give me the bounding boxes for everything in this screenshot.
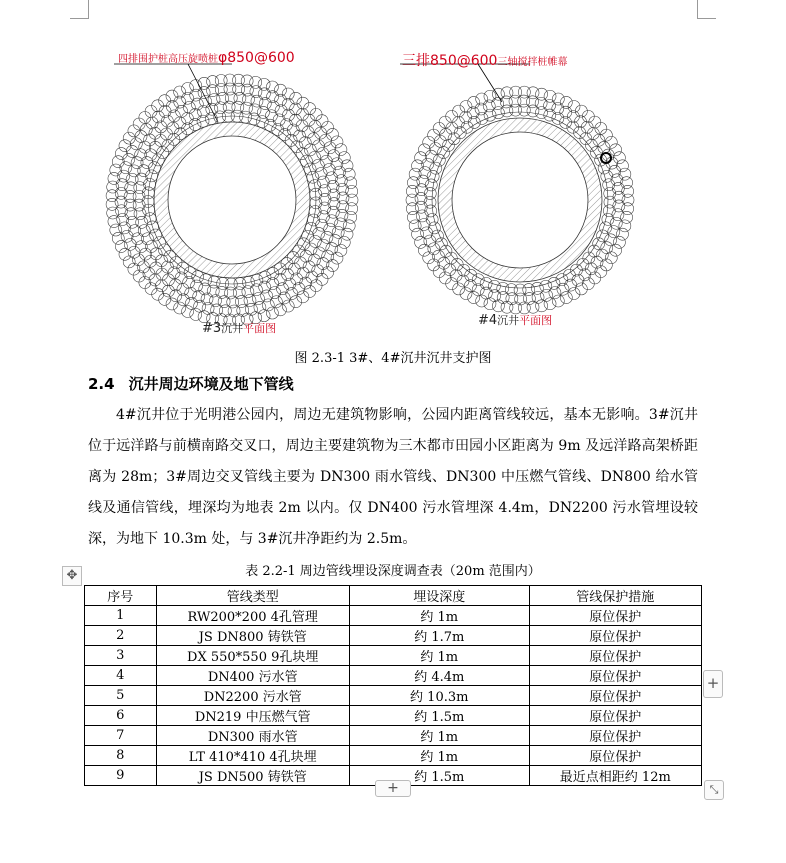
table-cell[interactable]: DN2200 污水管 [156, 686, 349, 706]
add-column-button[interactable]: + [703, 670, 723, 698]
table-cell[interactable]: 5 [85, 686, 157, 706]
table-cell[interactable]: 8 [85, 746, 157, 766]
table-cell[interactable]: 原位保护 [529, 726, 701, 746]
table-cell[interactable]: 约 1.5m [349, 706, 529, 726]
table-cell[interactable]: 原位保护 [529, 706, 701, 726]
shaft-support-figure [100, 40, 700, 340]
table-cell[interactable]: 约 4.4m [349, 666, 529, 686]
header-cell: 序号 [85, 586, 157, 606]
well-4-plan [406, 86, 634, 314]
table-row [85, 726, 702, 746]
table-row [85, 606, 702, 626]
table-title: 表 2.2-1 周边管线埋设深度调查表（20m 范围内） [245, 564, 541, 579]
table-cell[interactable]: DN219 中压燃气管 [156, 706, 349, 726]
figure-caption: 图 2.3-1 3#、4#沉井沉井支护图 [294, 351, 492, 366]
pile-label-right: 三排850@600三轴搅拌桩帷幕 [402, 53, 568, 69]
table-cell[interactable]: 原位保护 [529, 646, 701, 666]
table-cell[interactable]: RW200*200 4孔管理 [156, 606, 349, 626]
crop-mark-top-left [88, 0, 90, 18]
header-cell: 埋设深度 [349, 586, 529, 606]
table-cell[interactable]: LT 410*410 4孔块埋 [156, 746, 349, 766]
table-cell[interactable]: 原位保护 [529, 746, 701, 766]
section-title: 沉井周边环境及地下管线 [128, 375, 294, 393]
paragraph: 4#沉井位于光明港公园内，周边无建筑物影响，公园内距离管线较远，基本无影响。3#沉井位于远洋路与前横南路交叉口，周边主要建筑物为三木都市田园小区距离为 9m 及远洋路高架桥距离为 28m；3#周边交叉管线主要为 DN300 雨水管线、DN300 中压燃气管线、DN800 给水管线及通信管线，埋深均为地表 2m 以内。仅 DN400 污水管埋深 4.4m，DN2200 污水管埋设较深，为地下 10.3m 处，与 3#沉井净距约为 2.5m。 [88, 407, 698, 547]
table-cell[interactable]: 约 1m [349, 726, 529, 746]
table-cell[interactable]: 原位保护 [529, 606, 701, 626]
table-cell[interactable]: JS DN500 铸铁管 [156, 766, 349, 786]
table-cell[interactable]: 原位保护 [529, 686, 701, 706]
table-cell[interactable]: 2 [85, 626, 157, 646]
table-cell[interactable]: 约 10.3m [349, 686, 529, 706]
table-cell[interactable]: JS DN800 铸铁管 [156, 626, 349, 646]
table-cell[interactable]: 7 [85, 726, 157, 746]
table-row [85, 646, 702, 666]
body-text [88, 400, 698, 555]
pile-label-left: 四排围护桩高压旋喷桩φ850@600 [118, 50, 295, 66]
table-row [85, 686, 702, 706]
crop-mark-top-left-h [70, 18, 89, 20]
table-header-row [85, 586, 702, 606]
table-cell[interactable]: 原位保护 [529, 626, 701, 646]
table-cell[interactable]: 3 [85, 646, 157, 666]
table-cell[interactable]: 约 1.5m [349, 766, 529, 786]
shaft-plan-drawing [100, 40, 700, 340]
table-cell[interactable]: 约 1m [349, 746, 529, 766]
crop-mark-top-right-h [697, 18, 716, 20]
table-cell[interactable]: 约 1m [349, 646, 529, 666]
well-3-label: #3沉井平面图 [202, 321, 277, 336]
table-cell[interactable]: 约 1m [349, 606, 529, 626]
well-4-label: #4沉井平面图 [478, 313, 553, 328]
table-cell[interactable]: 最近点相距约 12m [529, 766, 701, 786]
table-cell[interactable]: 6 [85, 706, 157, 726]
well-3-plan [106, 74, 358, 326]
table-cell[interactable]: 9 [85, 766, 157, 786]
table-cell[interactable]: 4 [85, 666, 157, 686]
section-heading [88, 373, 294, 394]
table-cell[interactable]: DN400 污水管 [156, 666, 349, 686]
table-cell[interactable]: 1 [85, 606, 157, 626]
add-row-button[interactable]: + [375, 780, 411, 797]
table-cell[interactable]: DX 550*550 9孔块埋 [156, 646, 349, 666]
section-number: 2.4 [88, 375, 115, 393]
header-cell: 管线保护措施 [529, 586, 701, 606]
crop-mark-top-right [697, 0, 699, 18]
table-resize-handle-icon[interactable]: ⤡ [704, 780, 724, 800]
header-cell: 管线类型 [156, 586, 349, 606]
table-cell[interactable]: 约 1.7m [349, 626, 529, 646]
table-cell[interactable]: DN300 雨水管 [156, 726, 349, 746]
table-row [85, 666, 702, 686]
pipeline-survey-table [84, 585, 702, 786]
table-row [85, 746, 702, 766]
table-row [85, 706, 702, 726]
table-row [85, 626, 702, 646]
table-move-handle-icon[interactable]: ✥ [62, 566, 82, 586]
table-cell[interactable]: 原位保护 [529, 666, 701, 686]
